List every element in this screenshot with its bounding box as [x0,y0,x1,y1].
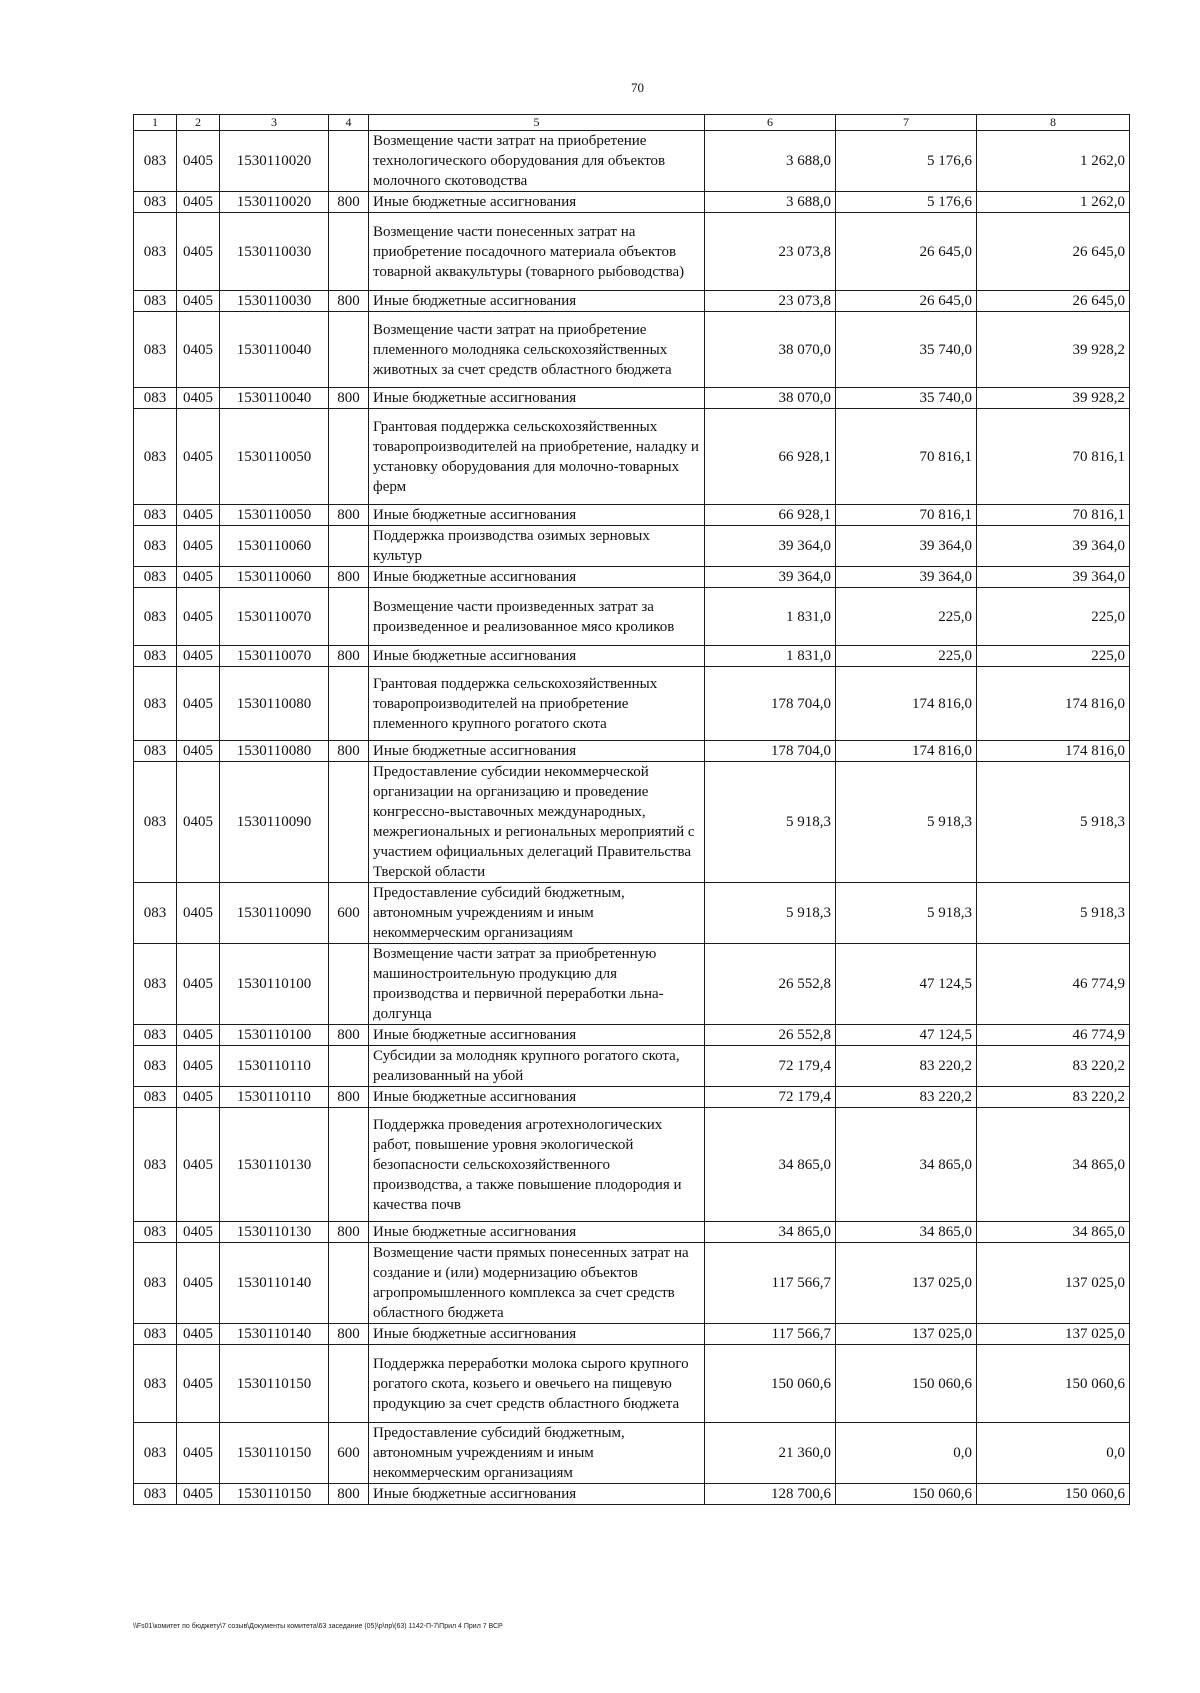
table-row [134,1222,1130,1243]
cell-amount-year-1: 34 865,0 [705,1108,836,1222]
cell-amount-year-3: 150 060,6 [977,1484,1130,1505]
cell-description: Иные бюджетные ассигнования [369,1324,705,1345]
cell-admin-code: 083 [134,1046,177,1087]
cell-amount-year-2: 150 060,6 [836,1345,977,1423]
cell-description: Возмещение части понесенных затрат на приобретение посадочного материала объектов товарной аквакультуры (товарного рыбоводства) [369,213,705,291]
cell-expense-type: 800 [329,388,369,409]
header-col-3: 3 [220,115,329,131]
cell-amount-year-3: 39 928,2 [977,312,1130,388]
cell-section-code: 0405 [177,213,220,291]
cell-amount-year-3: 26 645,0 [977,213,1130,291]
table-row [134,409,1130,505]
cell-admin-code: 083 [134,409,177,505]
cell-amount-year-1: 150 060,6 [705,1345,836,1423]
cell-amount-year-1: 38 070,0 [705,312,836,388]
cell-description: Возмещение части произведенных затрат за произведенное и реализованное мясо кроликов [369,588,705,646]
cell-expense-type: 800 [329,1025,369,1046]
cell-target-article: 1530110070 [220,646,329,667]
table-row [134,192,1130,213]
cell-section-code: 0405 [177,1345,220,1423]
cell-amount-year-2: 39 364,0 [836,567,977,588]
cell-expense-type: 800 [329,1484,369,1505]
cell-amount-year-3: 225,0 [977,588,1130,646]
table-row [134,944,1130,1025]
cell-amount-year-2: 26 645,0 [836,213,977,291]
cell-amount-year-3: 46 774,9 [977,1025,1130,1046]
cell-target-article: 1530110070 [220,588,329,646]
cell-amount-year-2: 35 740,0 [836,312,977,388]
cell-target-article: 1530110020 [220,192,329,213]
table-row [134,667,1130,741]
cell-expense-type: 800 [329,1324,369,1345]
cell-section-code: 0405 [177,526,220,567]
cell-admin-code: 083 [134,312,177,388]
table-row [134,1423,1130,1484]
cell-section-code: 0405 [177,1087,220,1108]
cell-admin-code: 083 [134,526,177,567]
cell-amount-year-3: 34 865,0 [977,1108,1130,1222]
cell-amount-year-2: 34 865,0 [836,1108,977,1222]
table-row [134,1243,1130,1324]
cell-expense-type: 800 [329,192,369,213]
cell-target-article: 1530110150 [220,1345,329,1423]
cell-amount-year-1: 34 865,0 [705,1222,836,1243]
table-row [134,1345,1130,1423]
table-row [134,291,1130,312]
cell-description: Поддержка переработки молока сырого крупного рогатого скота, козьего и овечьего на пищевую продукцию за счет средств областного бюджета [369,1345,705,1423]
cell-section-code: 0405 [177,388,220,409]
header-col-5: 5 [369,115,705,131]
cell-amount-year-3: 1 262,0 [977,192,1130,213]
cell-amount-year-1: 26 552,8 [705,944,836,1025]
cell-section-code: 0405 [177,762,220,883]
cell-section-code: 0405 [177,1108,220,1222]
cell-description: Возмещение части затрат за приобретенную машиностроительную продукцию для производства и первичной переработки льна-долгунца [369,944,705,1025]
budget-table [133,114,1130,1505]
table-row [134,1484,1130,1505]
cell-amount-year-2: 26 645,0 [836,291,977,312]
cell-description: Грантовая поддержка сельскохозяйственных товаропроизводителей на приобретение, наладку и установку оборудования для молочно-товарных ферм [369,409,705,505]
cell-admin-code: 083 [134,1087,177,1108]
cell-expense-type: 600 [329,1423,369,1484]
cell-description: Иные бюджетные ассигнования [369,741,705,762]
cell-expense-type: 800 [329,1087,369,1108]
cell-admin-code: 083 [134,1423,177,1484]
cell-amount-year-2: 137 025,0 [836,1324,977,1345]
cell-amount-year-3: 46 774,9 [977,944,1130,1025]
table-row [134,1108,1130,1222]
cell-target-article: 1530110110 [220,1087,329,1108]
cell-description: Субсидии за молодняк крупного рогатого скота, реализованный на убой [369,1046,705,1087]
cell-description: Возмещение части затрат на приобретение племенного молодняка сельскохозяйственных животных за счет средств областного бюджета [369,312,705,388]
cell-amount-year-3: 0,0 [977,1423,1130,1484]
cell-description: Поддержка производства озимых зерновых культур [369,526,705,567]
cell-amount-year-2: 225,0 [836,588,977,646]
table-row [134,388,1130,409]
cell-section-code: 0405 [177,883,220,944]
cell-expense-type: 800 [329,505,369,526]
cell-amount-year-1: 72 179,4 [705,1087,836,1108]
cell-amount-year-1: 117 566,7 [705,1243,836,1324]
cell-admin-code: 083 [134,1345,177,1423]
table-row [134,131,1130,192]
cell-admin-code: 083 [134,131,177,192]
cell-target-article: 1530110100 [220,944,329,1025]
cell-amount-year-3: 83 220,2 [977,1046,1130,1087]
cell-expense-type [329,213,369,291]
cell-amount-year-1: 1 831,0 [705,588,836,646]
cell-amount-year-2: 0,0 [836,1423,977,1484]
table-row [134,505,1130,526]
table-body [134,131,1130,1505]
cell-description: Грантовая поддержка сельскохозяйственных товаропроизводителей на приобретение племенного крупного рогатого скота [369,667,705,741]
table-row [134,741,1130,762]
table-row [134,883,1130,944]
cell-admin-code: 083 [134,1222,177,1243]
footer-file-path: \\Fs01\комитет по бюджету\7 созыв\Документы комитета\63 заседание (05)\р\пр\(63) 1142-П-7\Прил 4 Прил 7 ВСР [133,1623,503,1630]
cell-admin-code: 083 [134,667,177,741]
cell-admin-code: 083 [134,1243,177,1324]
cell-expense-type [329,526,369,567]
cell-amount-year-2: 137 025,0 [836,1243,977,1324]
cell-amount-year-2: 225,0 [836,646,977,667]
cell-target-article: 1530110030 [220,213,329,291]
cell-target-article: 1530110130 [220,1108,329,1222]
table-row [134,762,1130,883]
cell-section-code: 0405 [177,667,220,741]
cell-target-article: 1530110080 [220,667,329,741]
cell-section-code: 0405 [177,192,220,213]
cell-amount-year-3: 225,0 [977,646,1130,667]
cell-expense-type [329,762,369,883]
cell-description: Иные бюджетные ассигнования [369,1025,705,1046]
cell-amount-year-2: 35 740,0 [836,388,977,409]
header-col-7: 7 [836,115,977,131]
header-col-8: 8 [977,115,1130,131]
page-number: 70 [631,80,644,95]
cell-target-article: 1530110140 [220,1243,329,1324]
cell-amount-year-3: 39 928,2 [977,388,1130,409]
cell-amount-year-2: 83 220,2 [836,1087,977,1108]
table-row [134,213,1130,291]
cell-section-code: 0405 [177,741,220,762]
table-row [134,312,1130,388]
header-col-2: 2 [177,115,220,131]
table-row [134,567,1130,588]
cell-amount-year-1: 66 928,1 [705,409,836,505]
cell-amount-year-3: 70 816,1 [977,505,1130,526]
cell-target-article: 1530110020 [220,131,329,192]
cell-admin-code: 083 [134,1025,177,1046]
cell-section-code: 0405 [177,1484,220,1505]
cell-amount-year-2: 70 816,1 [836,505,977,526]
cell-target-article: 1530110040 [220,312,329,388]
cell-admin-code: 083 [134,1484,177,1505]
cell-description: Иные бюджетные ассигнования [369,192,705,213]
cell-amount-year-1: 72 179,4 [705,1046,836,1087]
header-col-1: 1 [134,115,177,131]
cell-description: Возмещение части затрат на приобретение технологического оборудования для объектов молочного скотоводства [369,131,705,192]
cell-description: Предоставление субсидий бюджетным, автономным учреждениям и иным некоммерческим организациям [369,883,705,944]
cell-expense-type: 600 [329,883,369,944]
cell-amount-year-1: 3 688,0 [705,192,836,213]
table-row [134,1025,1130,1046]
cell-section-code: 0405 [177,1423,220,1484]
cell-section-code: 0405 [177,1324,220,1345]
cell-description: Предоставление субсидий бюджетным, автономным учреждениям и иным некоммерческим организациям [369,1423,705,1484]
cell-description: Иные бюджетные ассигнования [369,1484,705,1505]
cell-amount-year-1: 5 918,3 [705,883,836,944]
cell-amount-year-1: 38 070,0 [705,388,836,409]
cell-target-article: 1530110050 [220,505,329,526]
cell-amount-year-3: 137 025,0 [977,1243,1130,1324]
cell-amount-year-2: 47 124,5 [836,1025,977,1046]
header-col-4: 4 [329,115,369,131]
cell-expense-type: 800 [329,741,369,762]
cell-amount-year-2: 174 816,0 [836,667,977,741]
cell-expense-type [329,409,369,505]
cell-description: Иные бюджетные ассигнования [369,505,705,526]
cell-amount-year-3: 39 364,0 [977,526,1130,567]
cell-amount-year-2: 5 918,3 [836,762,977,883]
cell-target-article: 1530110030 [220,291,329,312]
cell-amount-year-1: 178 704,0 [705,667,836,741]
cell-section-code: 0405 [177,312,220,388]
cell-target-article: 1530110060 [220,567,329,588]
cell-amount-year-1: 117 566,7 [705,1324,836,1345]
cell-target-article: 1530110050 [220,409,329,505]
cell-section-code: 0405 [177,1243,220,1324]
cell-section-code: 0405 [177,505,220,526]
cell-admin-code: 083 [134,213,177,291]
cell-admin-code: 083 [134,646,177,667]
cell-description: Иные бюджетные ассигнования [369,291,705,312]
table-row [134,526,1130,567]
cell-admin-code: 083 [134,1324,177,1345]
cell-amount-year-2: 5 176,6 [836,192,977,213]
cell-description: Иные бюджетные ассигнования [369,1087,705,1108]
cell-section-code: 0405 [177,1222,220,1243]
cell-amount-year-3: 174 816,0 [977,741,1130,762]
cell-amount-year-3: 39 364,0 [977,567,1130,588]
cell-amount-year-3: 174 816,0 [977,667,1130,741]
cell-target-article: 1530110080 [220,741,329,762]
cell-admin-code: 083 [134,505,177,526]
cell-target-article: 1530110150 [220,1484,329,1505]
cell-amount-year-3: 137 025,0 [977,1324,1130,1345]
cell-amount-year-1: 26 552,8 [705,1025,836,1046]
cell-amount-year-3: 70 816,1 [977,409,1130,505]
cell-amount-year-1: 21 360,0 [705,1423,836,1484]
cell-section-code: 0405 [177,1025,220,1046]
cell-target-article: 1530110090 [220,883,329,944]
cell-admin-code: 083 [134,291,177,312]
cell-admin-code: 083 [134,883,177,944]
cell-description: Иные бюджетные ассигнования [369,388,705,409]
cell-section-code: 0405 [177,291,220,312]
cell-target-article: 1530110090 [220,762,329,883]
cell-target-article: 1530110150 [220,1423,329,1484]
cell-amount-year-1: 39 364,0 [705,567,836,588]
cell-admin-code: 083 [134,762,177,883]
cell-expense-type [329,1046,369,1087]
cell-expense-type [329,131,369,192]
cell-amount-year-1: 1 831,0 [705,646,836,667]
cell-amount-year-3: 34 865,0 [977,1222,1130,1243]
cell-expense-type [329,944,369,1025]
cell-amount-year-3: 5 918,3 [977,762,1130,883]
cell-target-article: 1530110130 [220,1222,329,1243]
cell-admin-code: 083 [134,567,177,588]
cell-expense-type [329,1243,369,1324]
cell-admin-code: 083 [134,388,177,409]
table-row [134,588,1130,646]
cell-amount-year-1: 178 704,0 [705,741,836,762]
header-row [134,115,1130,131]
cell-description: Иные бюджетные ассигнования [369,567,705,588]
cell-amount-year-2: 47 124,5 [836,944,977,1025]
cell-target-article: 1530110060 [220,526,329,567]
table-header [134,115,1130,131]
header-col-6: 6 [705,115,836,131]
cell-target-article: 1530110140 [220,1324,329,1345]
cell-amount-year-1: 39 364,0 [705,526,836,567]
cell-target-article: 1530110040 [220,388,329,409]
cell-amount-year-1: 3 688,0 [705,131,836,192]
cell-amount-year-2: 174 816,0 [836,741,977,762]
cell-description: Иные бюджетные ассигнования [369,1222,705,1243]
cell-section-code: 0405 [177,409,220,505]
cell-amount-year-1: 66 928,1 [705,505,836,526]
cell-expense-type [329,312,369,388]
cell-description: Иные бюджетные ассигнования [369,646,705,667]
table-row [134,1324,1130,1345]
table-row [134,1046,1130,1087]
cell-amount-year-2: 5 176,6 [836,131,977,192]
cell-amount-year-2: 70 816,1 [836,409,977,505]
cell-amount-year-3: 26 645,0 [977,291,1130,312]
cell-amount-year-2: 83 220,2 [836,1046,977,1087]
table-row [134,646,1130,667]
cell-amount-year-1: 23 073,8 [705,291,836,312]
cell-amount-year-3: 5 918,3 [977,883,1130,944]
cell-amount-year-1: 5 918,3 [705,762,836,883]
cell-amount-year-2: 39 364,0 [836,526,977,567]
cell-amount-year-3: 150 060,6 [977,1345,1130,1423]
cell-section-code: 0405 [177,1046,220,1087]
cell-section-code: 0405 [177,588,220,646]
cell-amount-year-3: 1 262,0 [977,131,1130,192]
cell-expense-type [329,588,369,646]
cell-admin-code: 083 [134,1108,177,1222]
cell-target-article: 1530110110 [220,1046,329,1087]
cell-section-code: 0405 [177,646,220,667]
cell-expense-type: 800 [329,1222,369,1243]
cell-section-code: 0405 [177,131,220,192]
cell-amount-year-2: 150 060,6 [836,1484,977,1505]
cell-admin-code: 083 [134,588,177,646]
cell-admin-code: 083 [134,741,177,762]
cell-amount-year-2: 5 918,3 [836,883,977,944]
cell-description: Поддержка проведения агротехнологических работ, повышение уровня экологической безопасности сельскохозяйственного производства, а также повышение плодородия и качества почв [369,1108,705,1222]
cell-target-article: 1530110100 [220,1025,329,1046]
cell-amount-year-2: 34 865,0 [836,1222,977,1243]
cell-admin-code: 083 [134,944,177,1025]
cell-expense-type: 800 [329,646,369,667]
cell-description: Возмещение части прямых понесенных затрат на создание и (или) модернизацию объектов агропромышленного комплекса за счет средств областного бюджета [369,1243,705,1324]
cell-amount-year-1: 128 700,6 [705,1484,836,1505]
cell-expense-type [329,1108,369,1222]
cell-description: Предоставление субсидии некоммерческой организации на организацию и проведение конгрессно-выставочных международных, межрегиональных и региональных мероприятий с участием официальных делегаций Правительства Тверской области [369,762,705,883]
cell-amount-year-1: 23 073,8 [705,213,836,291]
cell-amount-year-3: 83 220,2 [977,1087,1130,1108]
table-row [134,1087,1130,1108]
cell-expense-type [329,667,369,741]
cell-expense-type [329,1345,369,1423]
cell-section-code: 0405 [177,944,220,1025]
cell-expense-type: 800 [329,291,369,312]
cell-admin-code: 083 [134,192,177,213]
cell-section-code: 0405 [177,567,220,588]
cell-expense-type: 800 [329,567,369,588]
